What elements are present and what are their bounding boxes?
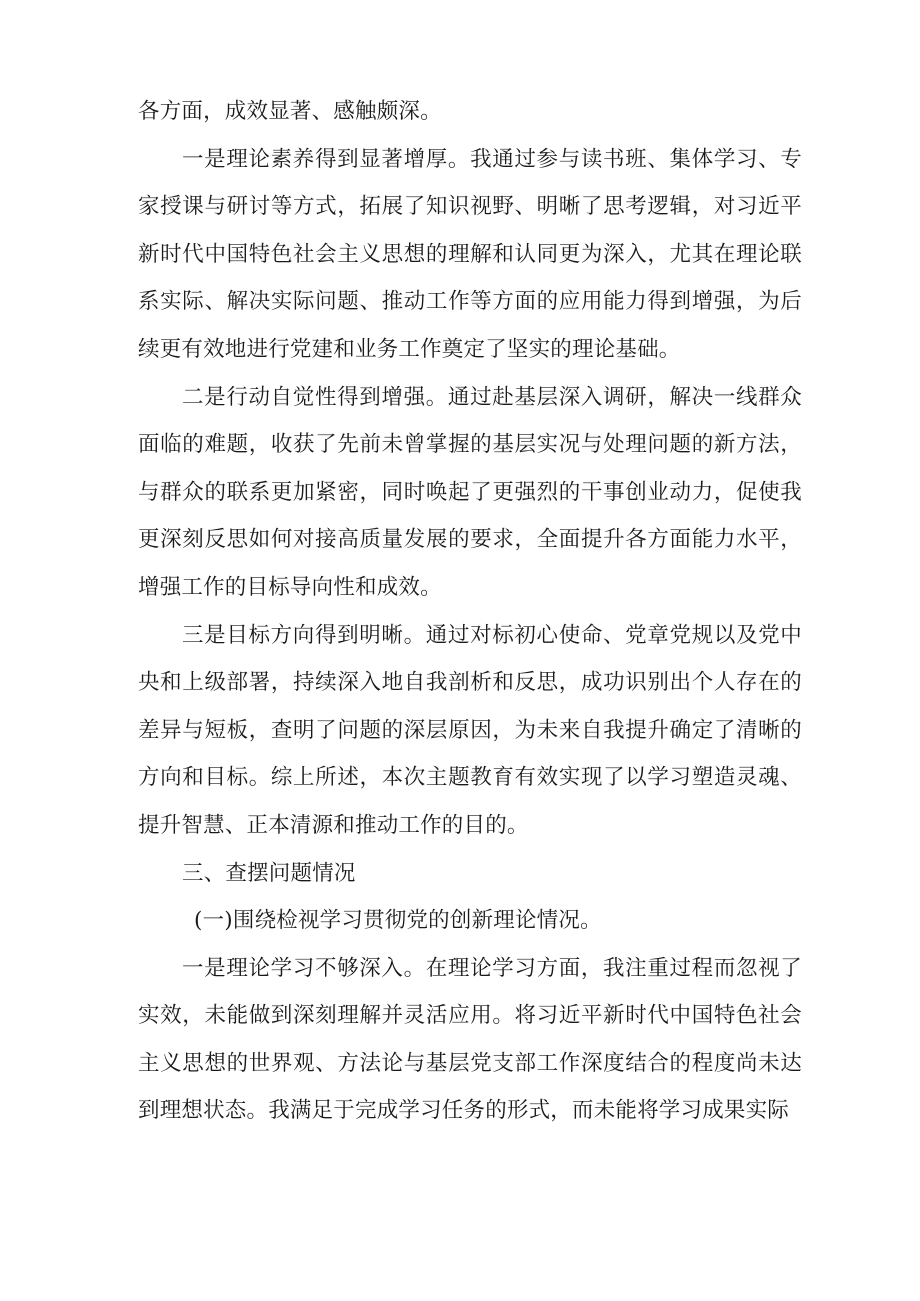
paragraph-theory-study-shallow: 一是理论学习不够深入。在理论学习方面，我注重过程而忽视了实效，未能做到深刻理解并灵活应用。将习近平新时代中国特色社会主义思想的世界观、方法论与基层党支部工作深度结合的程度尚未达到理想状态。我满足于完成学习任务的形式，而未能将学习成果实际: [138, 955, 802, 1124]
paragraph-continuation: 各方面，成效显著、感触颇深。: [138, 99, 442, 124]
document-body: [138, 88, 802, 1135]
paragraph-theory-literacy: 一是理论素养得到显著增厚。我通过参与读书班、集体学习、专家授课与研讨等方式，拓展了知识视野、明晰了思考逻辑，对习近平新时代中国特色社会主义思想的理解和认同更为深入，尤其在理论联系实际、解决实际问题、推动工作等方面的应用能力得到增强，为后续更有效地进行党建和业务工作奠定了坚实的理论基础。: [138, 146, 802, 362]
subsection-heading-theory-study: (一)围绕检视学习贯彻党的创新理论情况。: [194, 908, 602, 934]
section-heading-problems: 三、查摆问题情况: [182, 860, 356, 886]
paragraph-action-awareness: 二是行动自觉性得到增强。通过赴基层深入调研，解决一线群众面临的难题，收获了先前未曾掌握的基层实况与处理问题的新方法，与群众的联系更加紧密，同时唤起了更强烈的干事创业动力，促使我更深刻反思如何对接高质量发展的要求，全面提升各方面能力水平，增强工作的目标导向性和成效。: [138, 384, 802, 600]
paragraph-goal-direction: 三是目标方向得到明晰。通过对标初心使命、党章党规以及党中央和上级部署，持续深入地自我剖析和反思，成功识别出个人存在的差异与短板，查明了问题的深层原因，为未来自我提升确定了清晰的方向和目标。综上所述，本次主题教育有效实现了以学习塑造灵魂、提升智慧、正本清源和推动工作的目的。: [138, 622, 802, 838]
